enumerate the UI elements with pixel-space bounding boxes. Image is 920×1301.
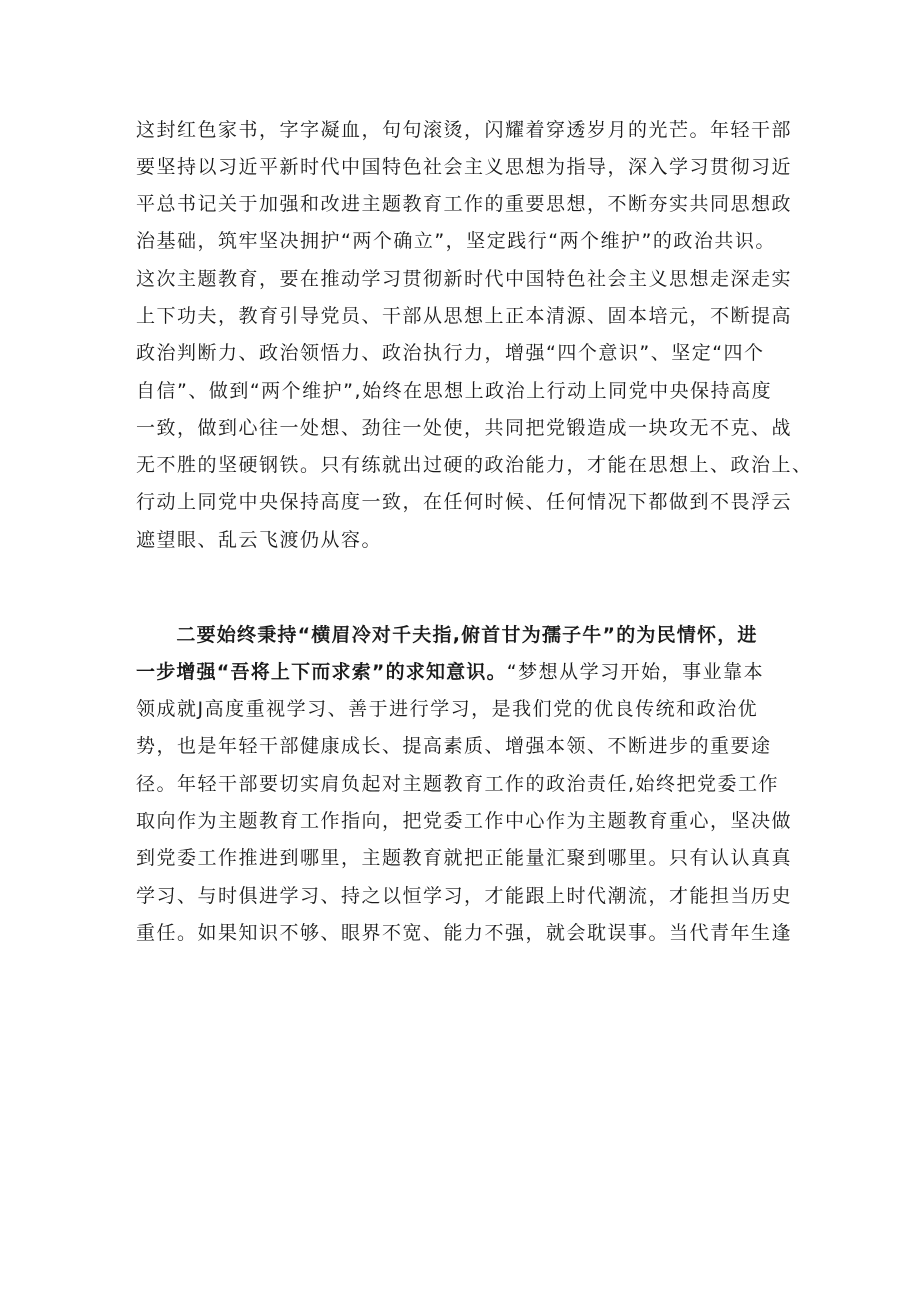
paragraph-2-line-6: 取向作为主题教育工作指向，把党委工作中心作为主题教育重心，坚决做 xyxy=(136,810,793,832)
paragraph-1-line-4: 治基础，筑牢坚决拥护“两个确立”，坚定践行“两个维护”的政治共识。 xyxy=(136,230,776,252)
paragraph-1-line-12: 遮望眼、乱云飞渡仍从容。 xyxy=(136,529,383,551)
paragraph-1-line-6: 上下功夫，教育引导党员、干部从思想上正本清源、固本培元，不断提高 xyxy=(136,305,793,327)
paragraph-1-line-8: 自信”、做到“两个维护”,始终在思想上政治上行动上同党中央保持高度 xyxy=(136,380,773,402)
paragraph-1-line-11: 行动上同党中央保持高度一致，在任何时候、任何情况下都做到不畏浮云 xyxy=(136,491,793,513)
paragraph-2-heading-line-1: 二要始终秉持“横眉冷对千夫指,俯首甘为孺子牛”的为民情怀，进 xyxy=(136,624,758,646)
paragraph-2-quote-start: “梦想从学习开始，事业靠本 xyxy=(506,661,765,683)
paragraph-2-line-3: 领成就J高度重视学习、善于进行学习，是我们党的优良传统和政治优 xyxy=(136,698,759,720)
paragraph-2-line-5: 径。年轻干部要切实肩负起对主题教育工作的政治责任,始终把党委工作 xyxy=(136,773,780,795)
paragraph-1-line-2: 要坚持以习近平新时代中国特色社会主义思想为指导，深入学习贯彻习近 xyxy=(136,156,793,178)
paragraph-2-line-2 xyxy=(136,659,764,685)
paragraph-2-line-9: 重任。如果知识不够、眼界不宽、能力不强，就会耽误事。当代青年生逢 xyxy=(136,922,793,944)
paragraph-1-line-3: 平总书记关于加强和改进主题教育工作的重要思想，不断夯实共同思想政 xyxy=(136,193,793,215)
paragraph-1-line-10: 无不胜的坚硬钢铁。只有练就出过硬的政治能力，才能在思想上、政治上、 xyxy=(136,454,813,476)
paragraph-1-line-5: 这次主题教育，要在推动学习贯彻新时代中国特色社会主义思想走深走实 xyxy=(136,268,793,290)
paragraph-2-line-7: 到党委工作推进到哪里，主题教育就把正能量汇聚到哪里。只有认认真真 xyxy=(136,847,793,869)
paragraph-2-heading-line-2: 一步增强“吾将上下而求索”的求知意识。 xyxy=(136,661,507,683)
paragraph-2-line-8: 学习、与时俱进学习、持之以恒学习，才能跟上时代潮流，才能担当历史 xyxy=(136,885,793,907)
paragraph-1-line-1: 这封红色家书，字字凝血，句句滚烫，闪耀着穿透岁月的光芒。年轻干部 xyxy=(136,119,793,141)
paragraph-1-line-7: 政治判断力、政治领悟力、政治执行力，增强“四个意识”、坚定“四个 xyxy=(136,342,765,364)
paragraph-1-line-9: 一致，做到心往一处想、劲往一处使，共同把党锻造成一块攻无不克、战 xyxy=(136,417,793,439)
paragraph-2-line-4: 势，也是年轻干部健康成长、提高素质、增强本领、不断进步的重要途 xyxy=(136,735,772,757)
